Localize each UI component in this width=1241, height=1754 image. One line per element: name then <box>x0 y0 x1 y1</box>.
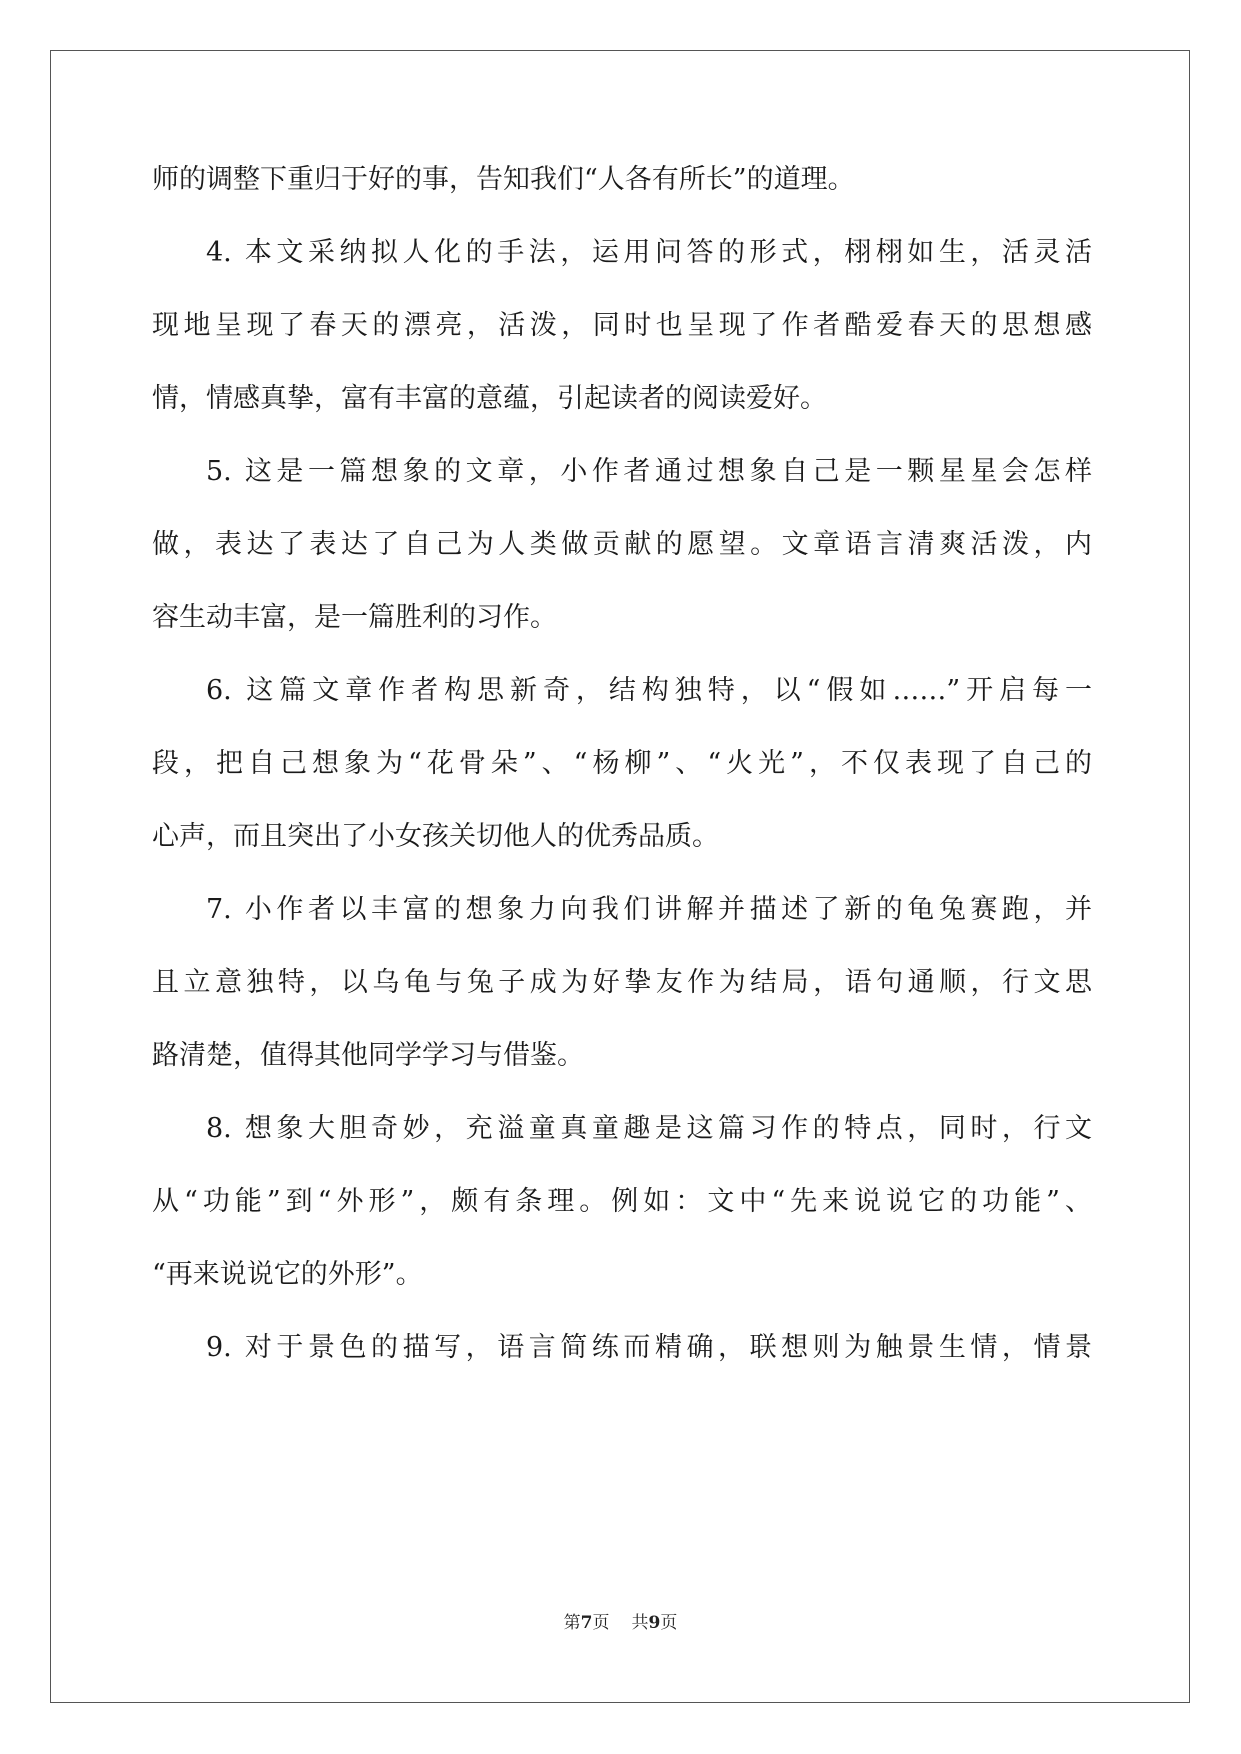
text-line: 做，表达了表达了自己为人类做贡献的愿望。文章语言清爽活泼，内 <box>152 529 1092 560</box>
text-line: 9. 对于景色的描写，语言简练而精确，联想则为触景生情，情景 <box>206 1332 1092 1363</box>
text-line: 师的调整下重归于好的事，告知我们“人各有所长”的道理。 <box>152 164 855 195</box>
text-line: 且立意独特，以乌龟与兔子成为好挚友作为结局，语句通顺，行文思 <box>152 967 1092 998</box>
page-border <box>50 50 1190 1703</box>
page-current: 7 <box>580 1613 593 1633</box>
text-line: 心声，而且突出了小女孩关切他人的优秀品质。 <box>152 821 719 852</box>
text-line: 5. 这是一篇想象的文章，小作者通过想象自己是一颗星星会怎样 <box>206 456 1092 487</box>
text-line: 4. 本文采纳拟人化的手法，运用问答的形式，栩栩如生，活灵活 <box>206 237 1092 268</box>
text-line: 7. 小作者以丰富的想象力向我们讲解并描述了新的龟兔赛跑，并 <box>206 894 1092 925</box>
text-line: 情，情感真挚，富有丰富的意蕴，引起读者的阅读爱好。 <box>152 383 827 414</box>
page-footer <box>0 1611 1241 1635</box>
text-line: 从“功能”到“外形”，颇有条理。例如：文中“先来说说它的功能”、 <box>152 1186 1092 1217</box>
total-suffix: 页 <box>660 1613 678 1633</box>
text-line: 容生动丰富，是一篇胜利的习作。 <box>152 602 557 633</box>
text-line: 8. 想象大胆奇妙，充溢童真童趣是这篇习作的特点，同时，行文 <box>206 1113 1092 1144</box>
text-line: 6. 这篇文章作者构思新奇，结构独特，以“假如……”开启每一 <box>206 675 1092 706</box>
page-total: 9 <box>648 1613 661 1633</box>
text-line: 现地呈现了春天的漂亮，活泼，同时也呈现了作者酷爱春天的思想感 <box>152 310 1092 341</box>
text-line: 段，把自己想象为“花骨朵”、“杨柳”、“火光”，不仅表现了自己的 <box>152 748 1092 779</box>
text-line: “再来说说它的外形”。 <box>152 1259 423 1290</box>
text-line: 路清楚，值得其他同学学习与借鉴。 <box>152 1040 584 1071</box>
total-prefix: 共 <box>631 1613 649 1633</box>
page-suffix: 页 <box>592 1613 610 1633</box>
page-prefix: 第 <box>563 1613 581 1633</box>
